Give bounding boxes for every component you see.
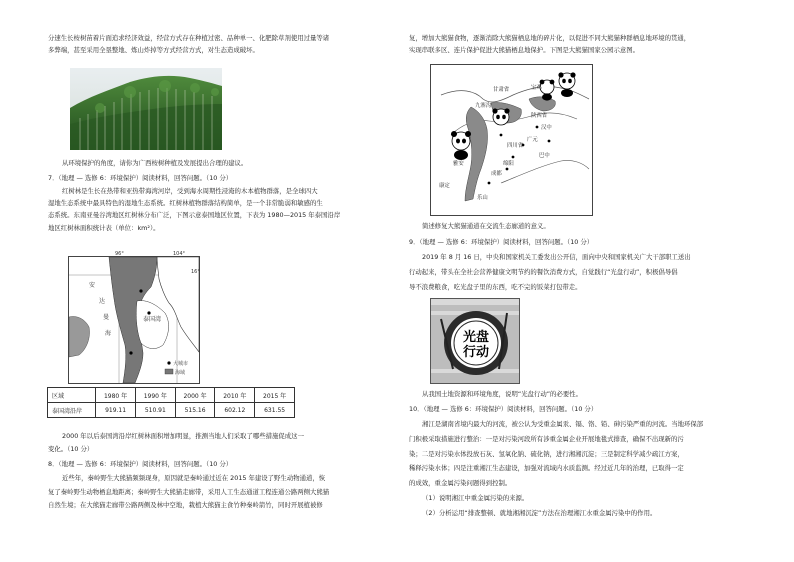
q10-line-3: 染；二是对污染水体投放石灰、氢氧化钠、硫化钠，进行湘湘沉淀；三是制定科学减少疏江方案， <box>409 450 684 458</box>
poster-text-xingdong: 行动 <box>462 345 490 360</box>
q9-heading: 9．（地理 — 选修 6：环境保护）阅读材料，回答问题。（10 分） <box>409 238 594 246</box>
map-lon-96: 96° <box>115 251 124 257</box>
map-label-sichuan: 四川省 <box>507 143 524 149</box>
map-label-jiuzhaigou: 九寨沟 <box>475 103 492 109</box>
map-label-yaan: 雅安 <box>453 161 464 167</box>
table-header: 区域 <box>48 388 96 403</box>
poster-text-guangpan: 光盘 <box>462 330 490 345</box>
clean-plate-poster <box>430 298 520 384</box>
panda-icon <box>558 72 575 97</box>
table-cell: 510.91 <box>135 403 175 418</box>
legend-sea: 海域 <box>175 370 186 376</box>
q10-heading: 10．（地理 — 选修 6：环境保护）阅读材料，回答问题。（10 分） <box>409 405 598 413</box>
q7-after-line-2: 变化。（10 分） <box>48 445 94 453</box>
table-cell: 631.55 <box>255 403 295 418</box>
map-label-chengdu: 成都 <box>491 171 502 177</box>
q9-line-3: 导不浪费粮食，吃光盘子里的东西，吃不完的饭菜打包带走。 <box>409 283 582 291</box>
map-label-kangding: 康定 <box>439 183 450 189</box>
q7-after-line-1: 2000 年以后泰国湾沿岸红树林面积增加明显，推测当地人们采取了哪些措施促成这一 <box>62 432 304 440</box>
table-cell: 515.16 <box>175 403 215 418</box>
table-header-row <box>48 388 295 403</box>
thailand-map <box>68 251 200 384</box>
table-cell: 泰国湾沿岸 <box>48 403 96 418</box>
table-cell: 919.11 <box>96 403 136 418</box>
map-label-mianyang: 绵阳 <box>503 161 514 167</box>
q7-line-2: 湿地生态系统中最具特色的湿地生态系统。红树林植物群落结构简单，是一个非常脆弱和敏感的生 <box>48 199 323 207</box>
mangrove-area-table <box>47 387 295 418</box>
map-label-thailand-bay: 泰国湾 <box>143 316 162 323</box>
right-line-2: 实现串联多区、连片保护促进大熊猫栖息地保护。下图是大熊猫国家公园示意图。 <box>409 46 640 54</box>
q9-prompt: 从我国土地资源和环境角度，说明“光盘行动”的必要性。 <box>422 390 582 398</box>
map-lat-16: 16° <box>191 269 200 275</box>
map-label-an: 安 <box>89 282 96 289</box>
panda-icon <box>492 108 509 125</box>
map-label-guangyuan: 广元 <box>527 137 538 143</box>
map-label-da: 达 <box>99 298 106 305</box>
q10-line-1: 湘江是湖南省境内最大的河流，被公认为受重金属汞、镉、铬、铅、砷污染严重的河流。当地环保部 <box>422 420 704 428</box>
table-header: 1980 年 <box>96 388 136 403</box>
q7-line-3: 态系统。东南亚曼谷湾地区红树林分布广泛，下图示意泰国地区位置，下表为 1980—2015 年泰国沿岸 <box>48 211 341 219</box>
q10-sub-1: （1）说明湘江中重金属污染的来源。 <box>422 494 529 502</box>
map-label-man: 曼 <box>103 314 110 321</box>
intro-line-1: 分速生长桉树苗着片面追求经济效益，经营方式存在种植过密、品种单一、化肥除草剂使用过量等诸 <box>48 34 330 42</box>
map-label-shaanxi: 陕西省 <box>531 113 548 119</box>
map-label-hai: 海 <box>105 330 112 337</box>
map-label-bazhong: 巴中 <box>539 153 550 159</box>
q8-line-3: 自然生境；在大熊猫走廊带公路两侧及林中空地，栽植大熊猫主食竹种秦岭箭竹，同时开展植被修 <box>48 501 323 509</box>
table-header: 2010 年 <box>215 388 255 403</box>
q8-prompt: 简述修复大熊猫通道在交流生态廊道的意义。 <box>422 222 550 230</box>
map-label-leshan: 乐山 <box>477 195 488 201</box>
map-lon-104: 104° <box>173 251 186 257</box>
q10-line-5: 的成效，重金属污染问题得到控制。 <box>409 479 512 487</box>
table-row <box>48 403 295 418</box>
panda-park-map <box>430 64 593 216</box>
table-header: 1990 年 <box>135 388 175 403</box>
q9-line-2: 行动起来，带头在全社会营养健康文明节约的餐饮消费方式，自觉践行“光盘行动”，积极倡导倡 <box>409 268 678 276</box>
q7-line-1: 红树林是生长在热带和亚热带海湾河岸，受到海水周期性浸淹的木本植物群落，是全球四大 <box>62 187 318 195</box>
map-label-baoji: 宝鸡 <box>531 85 542 91</box>
q9-line-1: 2019 年 8 月 16 日，中央和国家机关工委发出公开信，面向中央和国家机关广大干部职工送出 <box>422 253 691 261</box>
q10-line-4: 稀释污染水体；四是注重湘江生态建设，加强对流域内水质监测。经过近几年的治理，已取得一定 <box>409 464 684 472</box>
q7-heading: 7．（地理 — 选修 6：环境保护）阅读材料，回答问题。（10 分） <box>48 174 233 182</box>
table-header: 2000 年 <box>175 388 215 403</box>
q8-line-1: 近些年，秦岭野生大熊猫频频现身，原因就是秦岭通过近在 2015 年建设了野生动物通道，恢 <box>62 474 326 482</box>
map-label-hanzhong: 汉中 <box>541 125 552 131</box>
q6-prompt: 从环境保护的角度，请你为广西桉树种植及发展提出合理的建议。 <box>62 159 248 167</box>
intro-line-2: 多弊端，甚至采用全垦整地、炼山炸掉等方式经营方式，对生态造成破坏。 <box>48 46 259 54</box>
q10-sub-2: （2）分析运用“排查整顿、就地湘湘沉淀”方法在治理湘江水重金属污染中的作用。 <box>422 509 657 517</box>
q7-line-4: 地区红树林面积统计表（单位：km²）。 <box>48 224 160 232</box>
table-header: 2015 年 <box>255 388 295 403</box>
right-line-1: 复，增加大熊猫食物，逐渐消除大熊猫栖息地的碎片化，以促进不同大熊猫种群栖息地环境的贯通， <box>409 34 691 42</box>
legend-city: 大城市 <box>173 361 189 367</box>
table-cell: 602.12 <box>215 403 255 418</box>
q10-line-2: 门积极采取措施进行整治：一是对污染河段所有涉重金属企业开展地毯式排查，确保不出现新的污 <box>409 435 684 443</box>
eucalyptus-forest-photo <box>70 68 222 150</box>
q8-line-2: 复了秦岭野生动物栖息地距离；秦岭野生大熊猫走廊带，采用人工生态通道工程连通公路两侧大熊猫 <box>48 488 330 496</box>
q8-heading: 8．（地理 — 选修 6：环境保护）阅读材料，回答问题。（10 分） <box>48 460 233 468</box>
map-label-gansu: 甘肃省 <box>493 87 510 93</box>
panda-icon <box>451 131 471 160</box>
